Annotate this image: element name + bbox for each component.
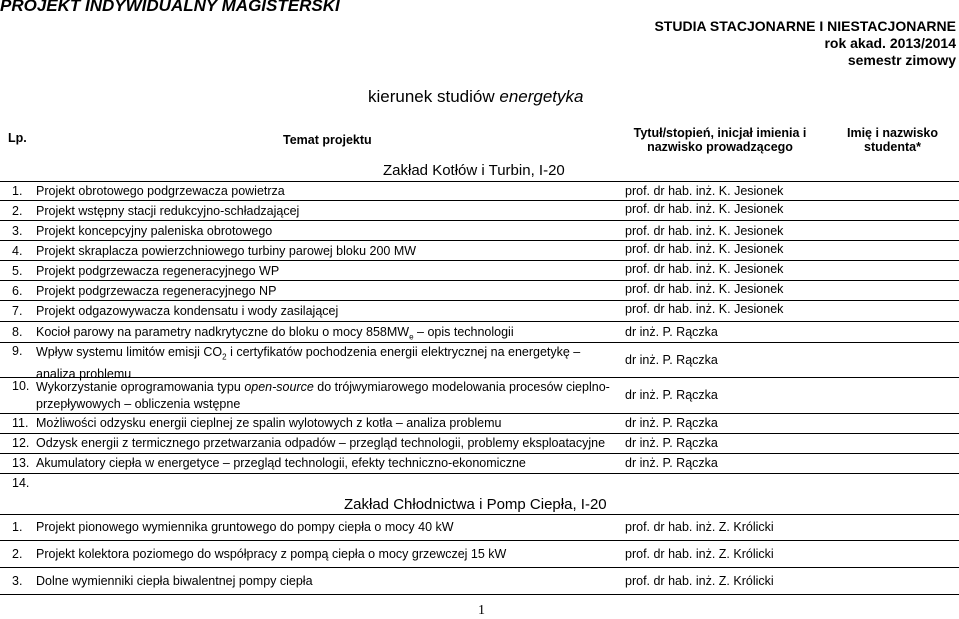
- divider: [0, 453, 959, 454]
- study-mode: STUDIA STACJONARNE I NIESTACJONARNE: [654, 18, 956, 34]
- divider: [0, 594, 959, 595]
- divider: [0, 473, 959, 474]
- divider: [0, 433, 959, 434]
- divider: [0, 220, 959, 221]
- divider: [0, 567, 959, 568]
- section-title-kotly: Zakład Kotłów i Turbin, I-20: [383, 162, 565, 179]
- semester: semestr zimowy: [847, 52, 956, 68]
- col-student: Imię i nazwisko studenta*: [846, 126, 938, 154]
- col-supervisor: Tytuł/stopień, inicjał imienia i nazwisko prowadzącego: [633, 126, 807, 154]
- divider: [0, 342, 959, 343]
- document-title: PROJEKT INDYWIDUALNY MAGISTERSKI: [0, 0, 340, 15]
- academic-year: rok akad. 2013/2014: [824, 35, 956, 51]
- divider: [0, 321, 959, 322]
- divider: [0, 240, 959, 241]
- divider: [0, 514, 959, 515]
- divider: [0, 300, 959, 301]
- divider: [0, 377, 959, 378]
- divider: [0, 181, 959, 182]
- field-of-study: kierunek studiów energetyka: [368, 87, 584, 106]
- divider: [0, 540, 959, 541]
- page-number: 1: [478, 603, 485, 618]
- section-title-chlodnictwo: Zakład Chłodnictwa i Pomp Ciepła, I-20: [344, 496, 607, 513]
- divider: [0, 413, 959, 414]
- field-name: energetyka: [499, 87, 584, 106]
- divider: [0, 280, 959, 281]
- divider: [0, 200, 959, 201]
- col-lp: Lp.: [8, 131, 27, 145]
- divider: [0, 260, 959, 261]
- col-topic: Temat projektu: [283, 133, 372, 147]
